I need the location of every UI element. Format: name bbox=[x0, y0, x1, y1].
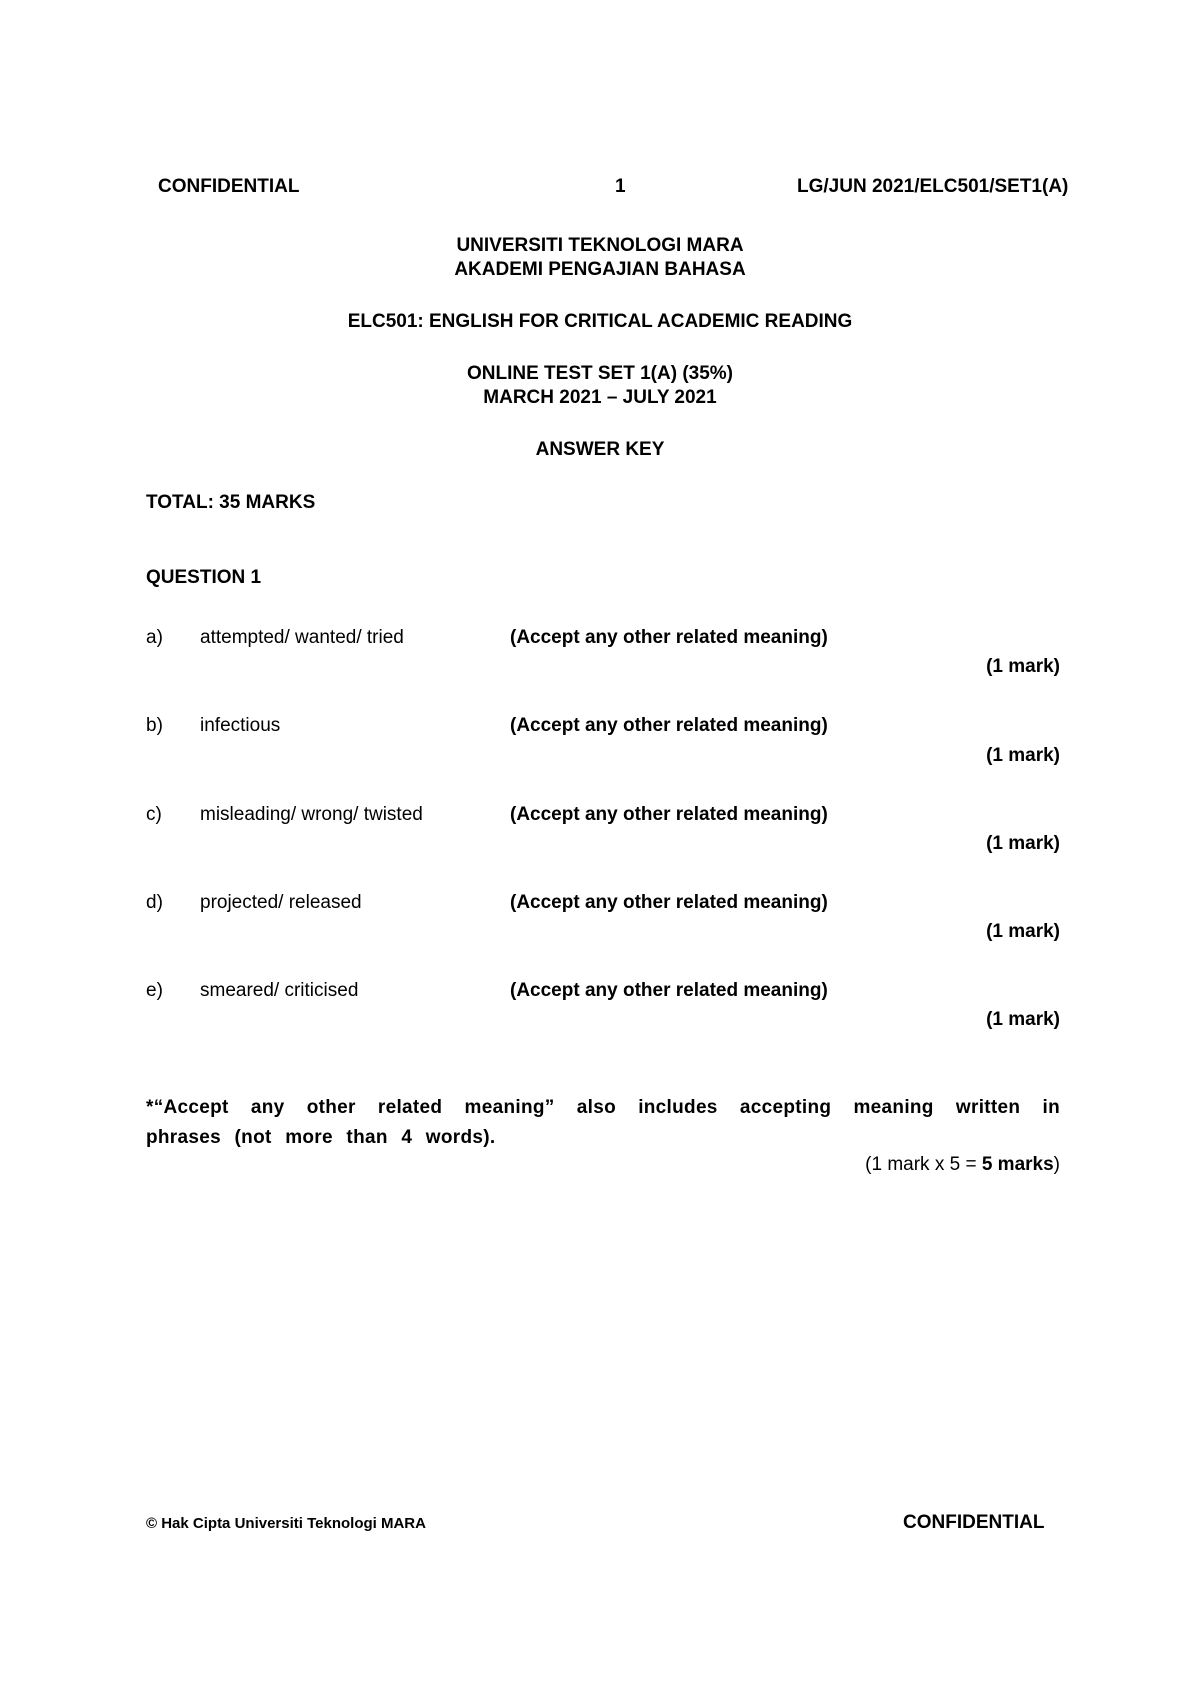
test-title: ONLINE TEST SET 1(A) (35%) bbox=[466, 363, 734, 384]
academy-name: AKADEMI PENGAJIAN BAHASA bbox=[454, 259, 746, 280]
item-answer: attempted/ wanted/ tried bbox=[200, 627, 404, 648]
item-answer: smeared/ criticised bbox=[200, 980, 359, 1001]
header-reference-code: LG/JUN 2021/ELC501/SET1(A) bbox=[797, 176, 1069, 197]
footer-copyright: © Hak Cipta Universiti Teknologi MARA bbox=[146, 1515, 426, 1532]
total-marks: TOTAL: 35 MARKS bbox=[146, 492, 316, 513]
footer-confidential: CONFIDENTIAL bbox=[903, 1512, 1045, 1533]
item-mark: (1 mark) bbox=[986, 745, 1060, 766]
item-accept-note: (Accept any other related meaning) bbox=[510, 980, 828, 1001]
item-mark: (1 mark) bbox=[986, 1009, 1060, 1030]
item-answer: projected/ released bbox=[200, 892, 362, 913]
test-period: MARCH 2021 – JULY 2021 bbox=[483, 387, 717, 408]
item-letter: e) bbox=[146, 980, 163, 1001]
total-marks-value: 5 marks bbox=[981, 1154, 1054, 1175]
item-accept-note: (Accept any other related meaning) bbox=[510, 892, 828, 913]
item-mark: (1 mark) bbox=[986, 656, 1060, 677]
university-name: UNIVERSITI TEKNOLOGI MARA bbox=[456, 235, 744, 256]
item-accept-note: (Accept any other related meaning) bbox=[510, 715, 828, 736]
total-marks-formula bbox=[865, 1154, 1060, 1176]
item-answer: infectious bbox=[200, 715, 281, 736]
header-confidential: CONFIDENTIAL bbox=[158, 176, 300, 197]
item-letter: a) bbox=[146, 627, 163, 648]
item-letter: b) bbox=[146, 715, 163, 736]
item-letter: c) bbox=[146, 804, 162, 825]
answer-key-heading: ANSWER KEY bbox=[535, 439, 665, 460]
total-marks-suffix: ) bbox=[1053, 1154, 1060, 1175]
item-answer: misleading/ wrong/ twisted bbox=[200, 804, 423, 825]
total-marks-prefix: (1 mark x 5 = bbox=[865, 1154, 982, 1175]
item-letter: d) bbox=[146, 892, 163, 913]
item-mark: (1 mark) bbox=[986, 921, 1060, 942]
item-mark: (1 mark) bbox=[986, 833, 1060, 854]
acceptance-note: *“Accept any other related meaning” also includes accepting meaning written in phrases (not more than 4 words). bbox=[146, 1097, 1060, 1148]
item-accept-note: (Accept any other related meaning) bbox=[510, 627, 828, 648]
question-heading: QUESTION 1 bbox=[146, 567, 262, 588]
course-title: ELC501: ENGLISH FOR CRITICAL ACADEMIC READING bbox=[347, 311, 853, 332]
item-accept-note: (Accept any other related meaning) bbox=[510, 804, 828, 825]
header-page-number: 1 bbox=[615, 176, 626, 197]
